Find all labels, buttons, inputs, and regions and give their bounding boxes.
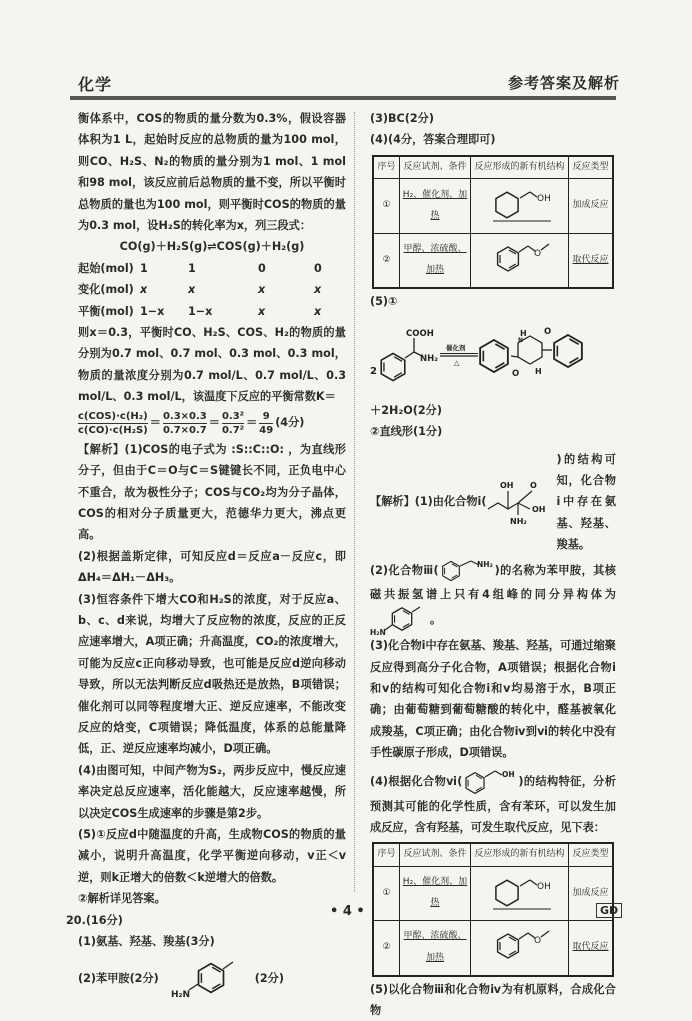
svg-text:N: N [518, 337, 524, 345]
svg-text:NH₂: NH₂ [476, 559, 493, 569]
svg-text:OH: OH [532, 505, 546, 515]
stage-row: 变化(mol) x x x x [78, 283, 322, 297]
table-row: ② 甲醇、浓硫酸、加热 O 取代反应 [373, 921, 613, 976]
paragraph: ②直线形(1分) [370, 425, 443, 439]
benzyl-alcohol-structure [462, 768, 518, 796]
paragraph: 【解析】(1)COS的电子式为 :S::C::O: ，为直线形分子，但由于C＝O与C＝S键键长不同，正负电中心不重合，故为极性分子；COS与CO₂均为分子晶体，COS的相对分子质量更大，范德华力更大，沸点更高。 [78, 442, 346, 542]
paragraph: (3)BC(2分) [370, 112, 434, 125]
paragraph: 则x＝0.3，平衡时CO、H₂S、COS、H₂的物质的量分别为0.7 mol、0.7 mol、0.3 mol、0.3 mol，物质的量浓度分别为0.7 mol/L、0.7 mol/L、0.3 mol/L、0.3 mol/L，该温度下反应的平衡常数K＝ [78, 326, 346, 404]
paragraph: (4)由图可知，中间产物为S₂，两步反应中，慢反应速率决定总反应速率，活化能越大，反应速率越慢，所以决定COS生成速率的步骤是第2步。 [78, 763, 346, 820]
paragraph: (3)恒容条件下增大CO和H₂S的浓度，对于反应a、b、c、d来说，均增大了反应物的浓度，反应的正反应速率增大，A项正确；升高温度，CO₂的浓度增大，可能为反应c正向移动导致，也可能是反应d逆向移动导致，所以无法判断反应d吸热还是放热，B项错误；催化剂可以同等程度增大正、逆反应速率，不能改变反应的焓变，C项错误；降低温度，体系的总能量降低，正、逆反应速率均减小，D项正确。 [78, 592, 346, 756]
three-stage-table [78, 258, 346, 322]
svg-text:NH₂: NH₂ [420, 354, 438, 365]
svg-text:OH: OH [502, 769, 516, 779]
paragraph: ②解析详见答案。 [78, 892, 166, 906]
subject-title: 化学 [78, 75, 113, 94]
svg-text:O: O [530, 481, 538, 491]
reaction-equation: CO(g)＋H₂S(g)⇌COS(g)＋H₂(g) [119, 240, 305, 254]
equilibrium-constant-expression: $\frac{\text{c(COS)·c(H₂)}}{\text{c(CO)·c(H₂S)}}$ ＝ $\frac{0.3\times 0.3}{0.7\times 0.7}$ ＝ $\frac{\text{0.3²}}{\text{0.7²}}$ ＝ $\frac{9}{49}$ (4分) [78, 410, 305, 436]
stage-row: 平衡(mol) 1−x 1−x x x [78, 304, 322, 318]
svg-text:H: H [535, 367, 542, 377]
paragraph: ＋2H₂O(2分) [370, 403, 442, 417]
svg-text:H₂N: H₂N [370, 628, 386, 638]
table-row: ① H₂、催化剂、加热 OH 加成反应 [373, 866, 613, 920]
answer-line: (2)苯甲胺(2分) H₂N (2分) [78, 956, 346, 1000]
reaction-table: 序号 反应试剂、条件 反应形成的新有机结构 反应类型 ① H₂、催化剂、加热 OH 加成反应 ② 甲醇、浓硫酸、加热 O 取代反应 [372, 155, 614, 289]
svg-text:OH: OH [536, 194, 551, 205]
header-rule [70, 96, 616, 100]
explanation-line: 【解析】(1)由化合物ⅰ( OH O OH NH₂ )的结构可知，化合物ⅰ中存在氨基、羟基、羧基。 [370, 452, 616, 552]
section-title: 参考答案及解析 [508, 74, 621, 92]
stage-row: 起始(mol) 1 1 0 0 [78, 261, 322, 275]
svg-text:H: H [520, 329, 527, 339]
paragraph: (3)化合物ⅰ中存在氨基、羧基、羟基，可通过缩聚反应得到高分子化合物，A项错误；根据化合物ⅰ和ⅴ的结构可知化合物ⅰ和ⅴ均易溶于水，B项正确；由葡萄糖到葡萄糖酸的转化中，醛基被氧化成羧基，C项正确；由化合物ⅳ到ⅵ的转化中没有手性碳原子形成，D项错误。 [370, 639, 616, 760]
cyclohexylmethanol-structure [485, 867, 555, 911]
explanation-paragraph: (2)化合物ⅲ( NH₂ )的名称为苯甲胺，其核磁共振氢谱上只有4组峰的同分异构体为 H₂N 。 [370, 559, 616, 638]
threonine-structure [486, 479, 556, 525]
svg-text:NH₂: NH₂ [510, 517, 528, 527]
reaction-table: 序号 反应试剂、条件 反应形成的新有机结构 反应类型 ① H₂、催化剂、加热 OH 加成反应 ② 甲醇、浓硫酸、加热 O 取代反应 [372, 842, 614, 976]
left-column [66, 108, 346, 1001]
svg-text:OH: OH [536, 881, 551, 892]
svg-text:OH: OH [500, 481, 514, 491]
svg-text:△: △ [454, 359, 460, 368]
explanation-paragraph: (4)根据化合物ⅵ( OH )的结构特征，分析预测其可能的化学性质，含有苯环，可以发生加成反应，含有羟基，可发生取代反应，见下表： [370, 769, 616, 834]
cyclohexylmethanol-structure [485, 179, 555, 223]
svg-text:O: O [533, 936, 541, 947]
right-column [370, 108, 616, 1021]
paragraph: (5)①反应d中随温度的升高，生成物COS的物质的量减小，说明升高温度，化学平衡逆向移动，v正＜v逆，则k正增大的倍数＜k逆增大的倍数。 [78, 828, 346, 884]
svg-text:O: O [544, 327, 552, 338]
svg-text:催化剂: 催化剂 [446, 344, 466, 353]
paragraph: (5)以化合物ⅲ和化合物ⅳ为有机原料，合成化合物 [370, 982, 616, 1017]
paragraph: (2)根据盖斯定律，可知反应d＝反应a－反应c，即ΔH₄＝ΔH₁－ΔH₃。 [78, 549, 346, 585]
condensation-reaction-scheme [370, 312, 616, 392]
svg-text:2: 2 [370, 366, 377, 378]
paragraph: 衡体系中，COS的物质的量分数为0.3%，假设容器体积为1 L，起始时反应的总物质的量为100 mol，则CO、H₂S、N₂的物质的量分别为1 mol、1 mol和98 mol，该反应前后总物质的量不变，所以平衡时总物质的量也为100 mol，则平衡时COS的物质的量为0.3 mol，设H₂S的转化率为x，列三段式： [78, 112, 346, 233]
svg-text:O: O [533, 248, 541, 259]
p-toluidine-structure [370, 605, 430, 638]
svg-text:H₂N: H₂N [170, 990, 190, 1001]
p-toluidine-structure [165, 956, 255, 1000]
paragraph: (1)氨基、羟基、羧基(3分) [78, 935, 215, 949]
svg-text:COOH: COOH [406, 329, 434, 340]
benzyl-methyl-ether-structure [485, 921, 555, 965]
question-number: 20.(16分) [66, 913, 123, 927]
svg-text:O: O [512, 369, 520, 380]
table-row: ① H₂、催化剂、加热 OH 加成反应 [373, 179, 613, 233]
paragraph: (4)(4分，答案合理即可) [370, 133, 496, 147]
benzyl-methyl-ether-structure [485, 234, 555, 278]
column-divider [354, 112, 355, 892]
paragraph: (5)① [370, 295, 398, 309]
benzylamine-structure [439, 558, 495, 584]
table-row: ② 甲醇、浓硫酸、加热 O 取代反应 [373, 233, 613, 288]
page-number: • 4 • [330, 904, 365, 919]
region-code-badge: GD [596, 903, 622, 918]
